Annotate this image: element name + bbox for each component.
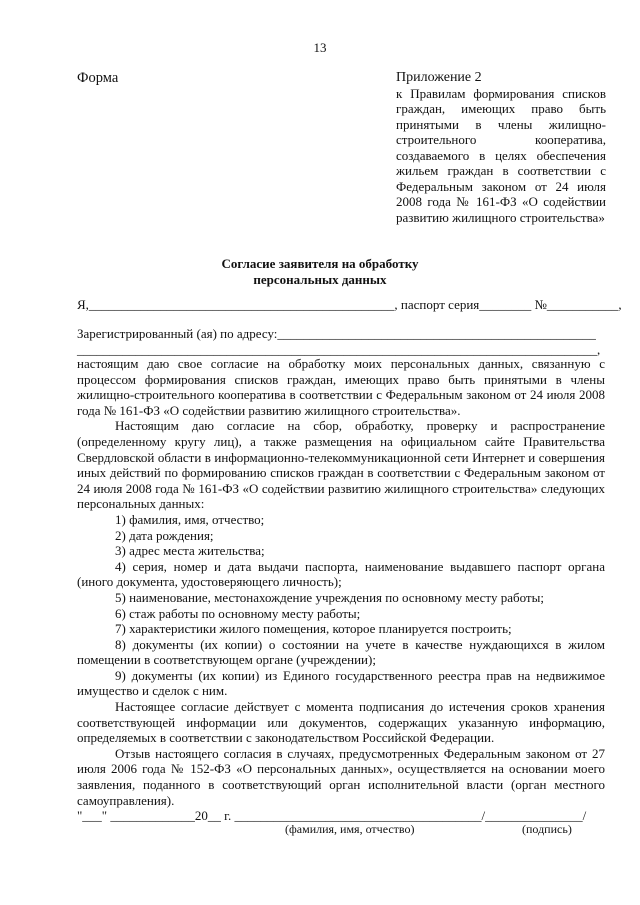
- name-passport-field: Я,_______________________________________________, паспорт серия________ №___________,: [77, 297, 622, 312]
- list-item: 2) дата рождения;: [115, 527, 214, 543]
- signature-line: "___" _____________20__ г. ______________________________________/_______________/: [77, 808, 587, 823]
- list-item: 5) наименование, местонахождение учреждения по основному месту работы;: [115, 589, 544, 605]
- appendix-text: к Правилам формирования списков граждан, имеющих право быть принятыми в члены жилищно-строительного кооператива, создаваемого в целях обеспечения жильем граждан в соответствии с Федеральным законом от 24 июля 2008 года № 161-ФЗ «О содействии развитию жилищного строительства»: [396, 85, 606, 225]
- title-line-2: персональных данных: [253, 272, 387, 287]
- form-label: Форма: [77, 70, 119, 86]
- document-title: [0, 256, 640, 288]
- document-body: [77, 356, 605, 808]
- consent-paragraph: настоящим даю свое согласие на обработку моих персональных данных, связанную с процессом формирования списков граждан, имеющих право быть принятыми в члены жилищно-строительного кооператива в соответствии с Федеральным законом от 24 июля 2008 года № 161-ФЗ «О содействии развитию жилищного строительства».: [77, 356, 605, 418]
- validity-paragraph: Настоящее согласие действует с момента подписания до истечения сроков хранения соответствующей информации или документов, содержащих указанную информацию, определяемых в соответствии с законодательством Российской Федерации.: [77, 699, 605, 746]
- address-field-continued: ________________________________________________________________________________,: [77, 342, 601, 357]
- list-item: 9) документы (их копии) из Единого государственного реестра прав на недвижимое имущество и сделок с ним.: [77, 667, 605, 699]
- scope-paragraph: Настоящим даю согласие на сбор, обработку, проверку и распространение (определенному кругу лиц), а также размещения на официальном сайте Правительства Свердловской области в информационно-телекоммуникационной сети Интернет и совершения иных действий по формированию списков граждан в соответствии с Федеральным законом от 24 июля 2008 года № 161-ФЗ «О содействии развитию жилищного строительства» следующих персональных данных:: [77, 418, 605, 512]
- list-item: 6) стаж работы по основному месту работы;: [115, 605, 361, 621]
- address-field: Зарегистрированный (ая) по адресу:_________________________________________________: [77, 326, 596, 341]
- list-item: 4) серия, номер и дата выдачи паспорта, наименование выдавшего паспорт органа (иного документа, удостоверяющего личность);: [77, 558, 605, 590]
- list-item: 7) характеристики жилого помещения, которое планируется построить;: [115, 621, 512, 637]
- page-number: 13: [313, 40, 327, 55]
- appendix-title: Приложение 2: [396, 70, 482, 85]
- title-line-1: Согласие заявителя на обработку: [221, 256, 419, 271]
- list-item: 8) документы (их копии) о состоянии на учете в качестве нуждающихся в жилом помещении в соответствующем органе (учреждении);: [77, 636, 605, 668]
- name-caption: (фамилия, имя, отчество): [285, 822, 415, 836]
- list-item: 1) фамилия, имя, отчество;: [115, 511, 265, 527]
- list-item: 3) адрес места жительства;: [115, 543, 265, 559]
- signature-caption: (подпись): [522, 822, 572, 836]
- revocation-paragraph: Отзыв настоящего согласия в случаях, предусмотренных Федеральным законом от 27 июля 2006 года № 152-ФЗ «О персональных данных», осуществляется на основании моего заявления, поданного в соответствующий орган исполнительной власти (орган местного самоуправления).: [77, 745, 605, 808]
- appendix-block: [396, 70, 606, 225]
